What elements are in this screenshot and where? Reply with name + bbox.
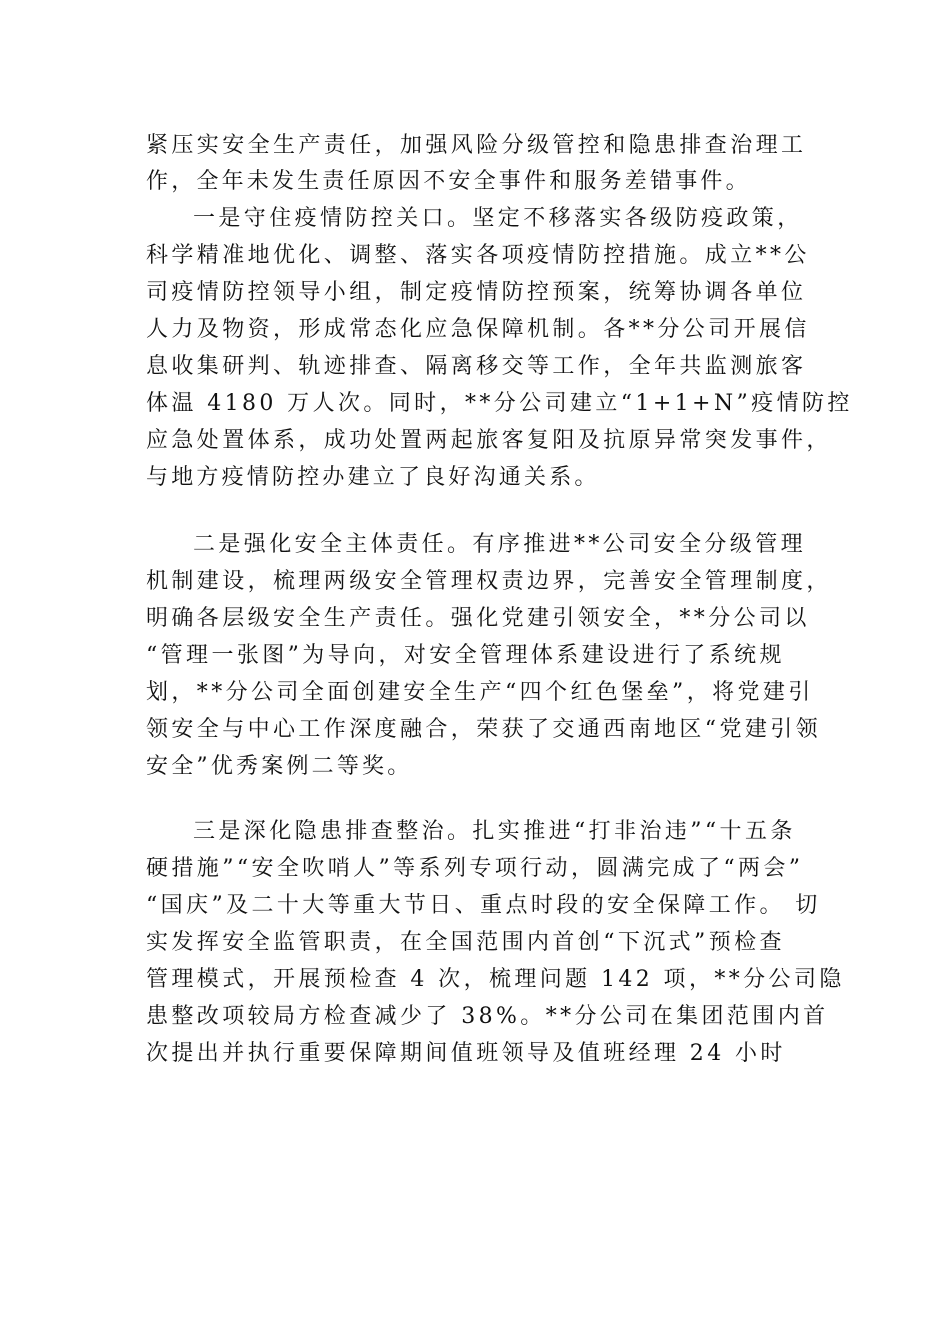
text-line-content: 人力及物资，形成常态化应急保障机制。各**分公司开展信 xyxy=(146,317,810,342)
text-line-content: 三是深化隐患排查整治。扎实推进“打非治违”“十五条 xyxy=(193,819,796,844)
text-line-content: 一是守住疫情防控关口。坚定不移落实各级防疫政策， xyxy=(193,206,803,231)
text-line xyxy=(0,310,950,350)
text-line xyxy=(0,236,950,276)
text-line-content: 科学精准地优化、调整、落实各项疫情防控措施。成立**公 xyxy=(146,243,810,268)
text-line xyxy=(0,673,950,713)
text-line-content: 与地方疫情防控办建立了良好沟通关系。 xyxy=(146,465,600,490)
text-line xyxy=(0,562,950,602)
text-line-content: 体温 4180 万人次。同时，**分公司建立“1+1+N”疫情防控 xyxy=(146,391,853,416)
text-line xyxy=(0,599,950,639)
paragraph-first-line xyxy=(0,812,950,852)
text-line xyxy=(0,960,950,1000)
text-line xyxy=(0,273,950,313)
text-line-content: 次提出并执行重要保障期间值班领导及值班经理 24 小时 xyxy=(146,1041,786,1066)
text-line-content: 应急处置体系，成功处置两起旅客复阳及抗原异常突发事件， xyxy=(146,428,832,453)
paragraph-first-line xyxy=(0,199,950,239)
text-line xyxy=(0,710,950,750)
text-line-content: 划，**分公司全面创建安全生产“四个红色堡垒”，将党建引 xyxy=(146,680,814,705)
text-line xyxy=(0,886,950,926)
text-line xyxy=(0,458,950,498)
text-line-content: 紧压实安全生产责任，加强风险分级管控和隐患排查治理工 xyxy=(146,133,807,158)
text-line-content: 实发挥安全监管职责，在全国范围内首创“下沉式”预检查 xyxy=(146,930,785,955)
text-line-content: 作，全年未发生责任原因不安全事件和服务差错事件。 xyxy=(146,169,751,194)
text-line-content: “国庆”及二十大等重大节日、重点时段的安全保障工作。 切 xyxy=(146,893,821,918)
text-line-content: 二是强化安全主体责任。有序推进**公司安全分级管理 xyxy=(193,532,807,557)
text-line-content: 司疫情防控领导小组，制定疫情防控预案，统筹协调各单位 xyxy=(146,280,807,305)
text-line-content: 机制建设，梳理两级安全管理权责边界，完善安全管理制度， xyxy=(146,569,832,594)
text-line-content: 患整改项较局方检查减少了 38%。**分公司在集团范围内首 xyxy=(146,1004,829,1029)
text-line xyxy=(0,126,950,166)
text-line-content: “管理一张图”为导向，对安全管理体系建设进行了系统规 xyxy=(146,643,785,668)
text-line xyxy=(0,421,950,461)
text-line xyxy=(0,636,950,676)
text-line xyxy=(0,997,950,1037)
text-line-content: 明确各层级安全生产责任。强化党建引领安全，**分公司以 xyxy=(146,606,810,631)
text-line-content: 安全”优秀案例二等奖。 xyxy=(146,754,413,779)
text-line xyxy=(0,849,950,889)
text-line-content: 息收集研判、轨迹排查、隔离移交等工作，全年共监测旅客 xyxy=(146,354,807,379)
text-line xyxy=(0,747,950,787)
text-line-content: 领安全与中心工作深度融合，荣获了交通西南地区“党建引领 xyxy=(146,717,822,742)
paragraph-first-line xyxy=(0,525,950,565)
text-line xyxy=(0,384,950,424)
text-line xyxy=(0,347,950,387)
text-line-content: 硬措施”“安全吹哨人”等系列专项行动，圆满完成了“两会” xyxy=(146,856,804,881)
text-line xyxy=(0,1034,950,1074)
text-line-content: 管理模式，开展预检查 4 次，梳理问题 142 项，**分公司隐 xyxy=(146,967,845,992)
text-line xyxy=(0,162,950,202)
text-line xyxy=(0,923,950,963)
